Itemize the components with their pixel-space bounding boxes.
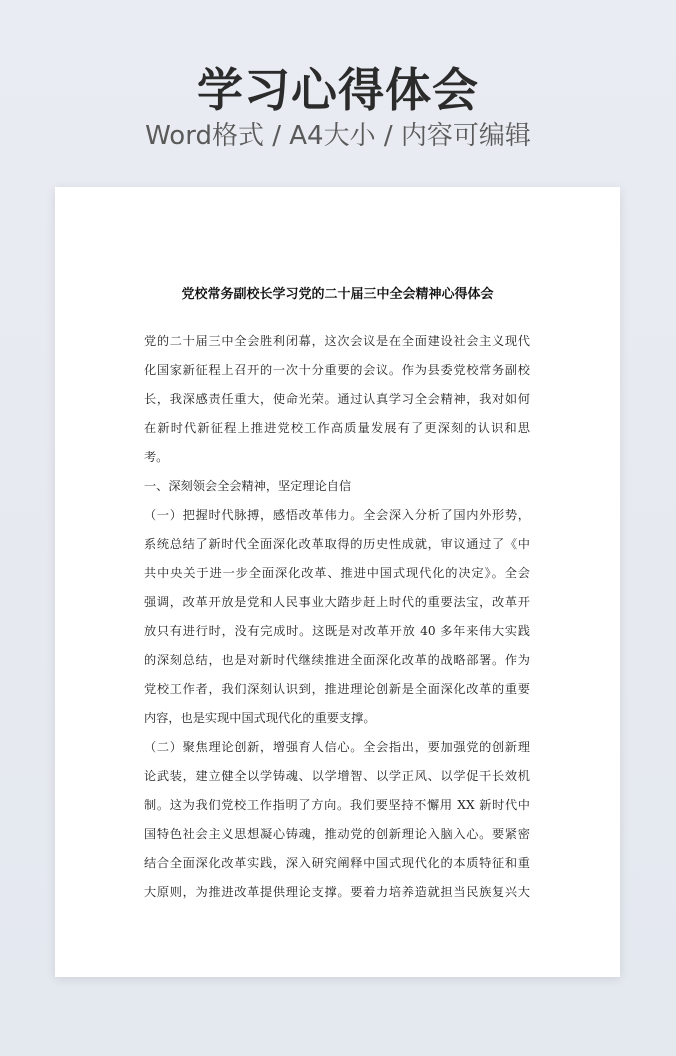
document-line: 共中央关于进一步全面深化改革、推进中国式现代化的决定》。全会 bbox=[144, 566, 530, 580]
document-line: 大原则，为推进改革提供理论支撑。要着力培养造就担当民族复兴大 bbox=[144, 885, 530, 899]
document-line: 长，我深感责任重大，使命光荣。通过认真学习全会精神，我对如何 bbox=[144, 392, 530, 406]
document-line: 内容，也是实现中国式现代化的重要支撑。 bbox=[144, 711, 376, 725]
document-line: 党校工作者，我们深刻认识到，推进理论创新是全面深化改革的重要 bbox=[144, 682, 530, 696]
banner-subtitle: Word格式 / A4大小 / 内容可编辑 bbox=[145, 121, 531, 151]
document-title: 党校常务副校长学习党的二十届三中全会精神心得体会 bbox=[181, 287, 494, 302]
document-line: （二）聚焦理论创新，增强育人信心。全会指出，要加强党的创新理 bbox=[144, 740, 530, 754]
document-line: 结合全面深化改革实践，深入研究阐释中国式现代化的本质特征和重 bbox=[144, 856, 530, 870]
document-line: 强调，改革开放是党和人民事业大踏步赶上时代的重要法宝，改革开 bbox=[144, 595, 530, 609]
document-line: 化国家新征程上召开的一次十分重要的会议。作为县委党校常务副校 bbox=[144, 363, 530, 377]
document-line: 系统总结了新时代全面深化改革取得的历史性成就，审议通过了《中 bbox=[144, 537, 530, 551]
document-line: 国特色社会主义思想凝心铸魂，推动党的创新理论入脑入心。要紧密 bbox=[144, 827, 530, 841]
section-heading: 一、深刻领会全会精神，坚定理论自信 bbox=[144, 479, 352, 493]
document-page bbox=[55, 187, 620, 977]
banner-title: 学习心得体会 bbox=[197, 63, 479, 117]
document-line: 制。这为我们党校工作指明了方向。我们要坚持不懈用 XX 新时代中 bbox=[144, 798, 530, 812]
document-line: 放只有进行时，没有完成时。这既是对改革开放 40 多年来伟大实践 bbox=[144, 624, 530, 638]
document-line: 在新时代新征程上推进党校工作高质量发展有了更深刻的认识和思 bbox=[144, 421, 530, 435]
document-line: 论武装，建立健全以学铸魂、以学增智、以学正风、以学促干长效机 bbox=[144, 769, 530, 783]
document-line: 党的二十届三中全会胜利闭幕，这次会议是在全面建设社会主义现代 bbox=[144, 334, 530, 348]
document-body bbox=[144, 327, 530, 907]
document-line: （一）把握时代脉搏，感悟改革伟力。全会深入分析了国内外形势， bbox=[144, 508, 530, 522]
document-line: 的深刻总结，也是对新时代继续推进全面深化改革的战略部署。作为 bbox=[144, 653, 530, 667]
document-line: 考。 bbox=[144, 450, 169, 464]
